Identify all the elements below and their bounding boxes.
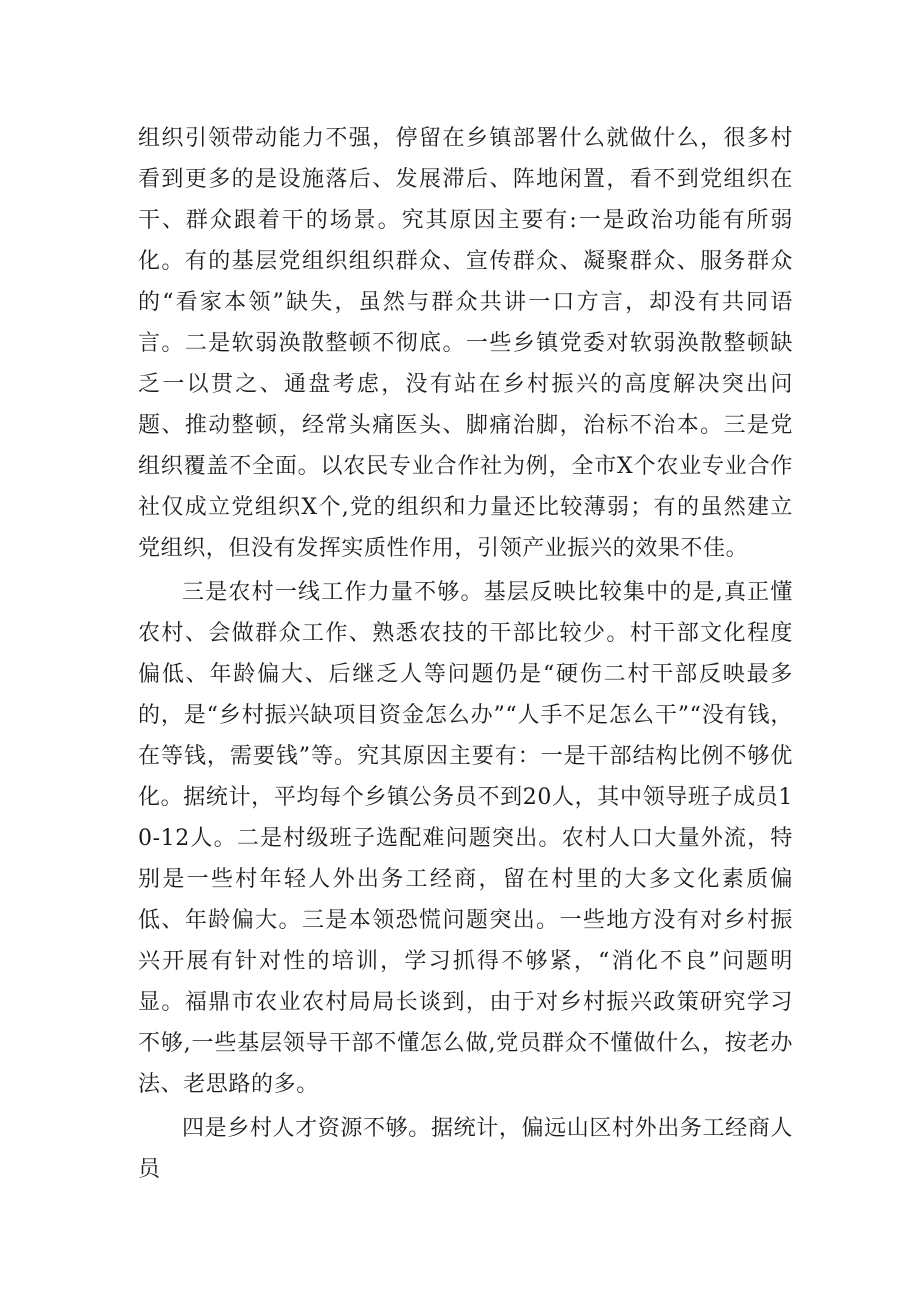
- paragraph-2: 三是农村一线工作力量不够。基层反映比较集中的是,真正懂农村、会做群众工作、熟悉农技的干部比较少。村干部文化程度偏低、年龄偏大、后继乏人等问题仍是“硬伤二村干部反映最多的，是“乡村振兴缺项目资金怎么办”“人手不足怎么干”“没有钱，在等钱，需要钱”等。究其原因主要有：一是干部结构比例不够优化。据统计，平均每个乡镇公务员不到20人，其中领导班子成员10-12人。二是村级班子选配难问题突出。农村人口大量外流，特别是一些村年轻人外出务工经商，留在村里的大多文化素质偏低、年龄偏大。三是本领恐慌问题突出。一些地方没有对乡村振兴开展有针对性的培训，学习抓得不够紧，“消化不良”问题明显。福鼎市农业农村局局长谈到，由于对乡村振兴政策研究学习不够,一些基层领导干部不懂怎么做,党员群众不懂做什么，按老办法、老思路的多。: [138, 580, 793, 1097]
- paragraph-3: 四是乡村人才资源不够。据统计，偏远山区村外出务工经商人员: [138, 1116, 793, 1182]
- paragraph-1: 组织引领带动能力不强，停留在乡镇部署什么就做什么，很多村看到更多的是设施落后、发展滞后、阵地闲置，看不到党组织在干、群众跟着干的场景。究其原因主要有:一是政治功能有所弱化。有的基层党组织组织群众、宣传群众、凝聚群众、服务群众的“看家本领”缺失，虽然与群众共讲一口方言，却没有共同语言。二是软弱涣散整顿不彻底。一些乡镇党委对软弱涣散整顿缺乏一以贯之、通盘考虑，没有站在乡村振兴的高度解决突出问题、推动整顿，经常头痛医头、脚痛治脚，治标不治本。三是党组织覆盖不全面。以农民专业合作社为例，全市X个农业专业合作社仅成立党组织X个,党的组织和力量还比较薄弱；有的虽然建立党组织，但没有发挥实质性作用，引领产业振兴的效果不佳。: [138, 126, 793, 561]
- document-body: [138, 118, 793, 1190]
